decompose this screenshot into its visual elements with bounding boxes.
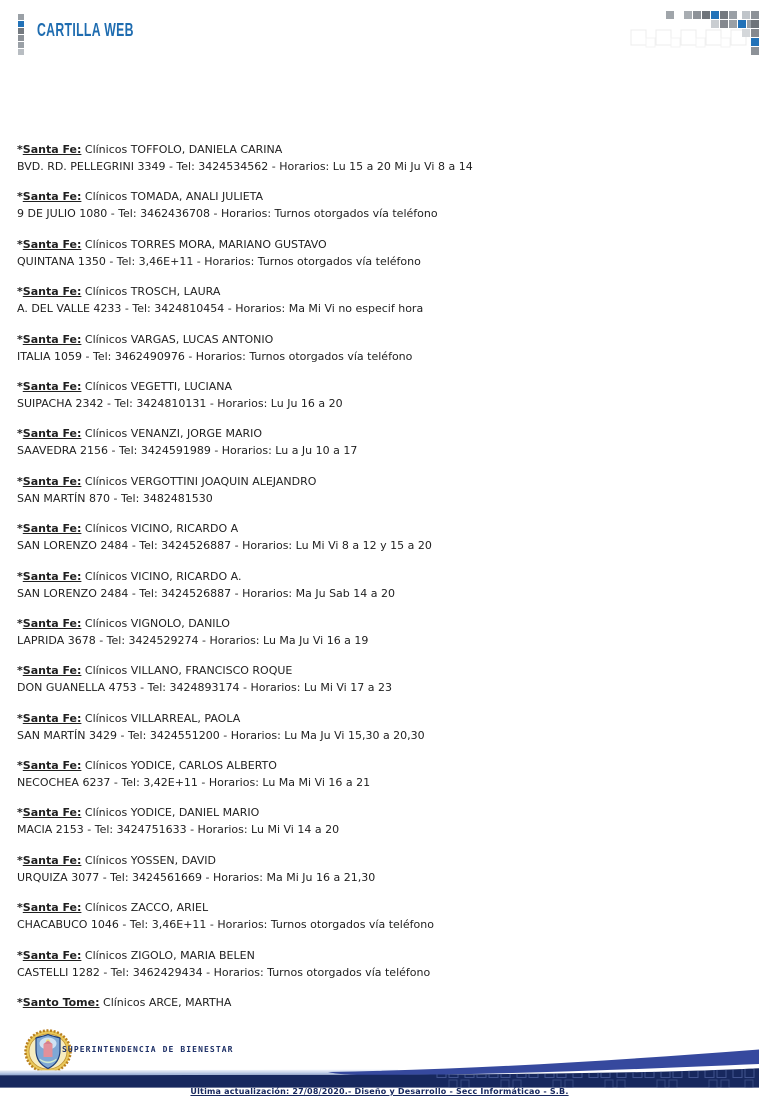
entry-city-label: Santa Fe: <box>22 474 82 488</box>
provider-heading <box>17 568 751 585</box>
entry-specialty-name: Clínicos YOSSEN, DAVID <box>81 853 216 867</box>
provider-detail: 9 DE JULIO 1080 - Tel: 3462436708 - Horarios: Turnos otorgados vía teléfono <box>17 207 438 221</box>
provider-heading <box>17 473 751 490</box>
provider-heading <box>17 141 751 158</box>
provider-heading <box>17 852 751 869</box>
entry-asterisk: * <box>17 379 23 393</box>
entry-specialty-name: Clínicos VERGOTTINI JOAQUIN ALEJANDRO <box>81 474 317 488</box>
provider-detail: SAN MARTÍN 870 - Tel: 3482481530 <box>17 491 213 505</box>
entry-asterisk: * <box>17 664 23 678</box>
entry-asterisk: * <box>17 806 23 820</box>
entry-specialty-name: Clínicos ZACCO, ARIEL <box>81 901 209 915</box>
provider-heading <box>17 899 751 916</box>
provider-heading <box>17 425 751 442</box>
entry-city-label: Santo Tome: <box>22 996 100 1010</box>
provider-detail: BVD. RD. PELLEGRINI 3349 - Tel: 3424534562 - Horarios: Lu 15 a 20 Mi Ju Vi 8 a 14 <box>17 160 473 173</box>
provider-entry <box>17 188 751 222</box>
provider-entry <box>17 947 751 981</box>
entry-specialty-name: Clínicos VARGAS, LUCAS ANTONIO <box>81 332 274 346</box>
provider-entry <box>17 141 751 175</box>
provider-entry <box>17 425 751 459</box>
entry-specialty-name: Clínicos TROSCH, LAURA <box>81 285 221 299</box>
provider-detail: LAPRIDA 3678 - Tel: 3424529274 - Horarios: Lu Ma Ju Vi 16 a 19 <box>17 633 369 647</box>
entry-specialty-name: Clínicos ARCE, MARTHA <box>99 996 232 1010</box>
entry-specialty-name: Clínicos VICINO, RICARDO A <box>81 522 239 536</box>
provider-entry <box>17 283 751 317</box>
entry-asterisk: * <box>17 853 23 867</box>
entry-asterisk: * <box>17 332 23 346</box>
entry-specialty-name: Clínicos VENANZI, JORGE MARIO <box>81 427 263 441</box>
footer-organization: SUPERINTENDENCIA DE BIENESTAR <box>62 1045 234 1054</box>
provider-heading <box>17 331 751 348</box>
provider-list <box>17 141 751 1024</box>
entry-asterisk: * <box>17 427 23 441</box>
provider-detail: NECOCHEA 6237 - Tel: 3,42E+11 - Horarios: Lu Ma Mi Vi 16 a 21 <box>17 776 371 790</box>
entry-asterisk: * <box>17 616 23 630</box>
provider-detail: ITALIA 1059 - Tel: 3462490976 - Horarios: Turnos otorgados vía teléfono <box>17 349 413 363</box>
provider-entry <box>17 804 751 838</box>
provider-detail: SUIPACHA 2342 - Tel: 3424810131 - Horarios: Lu Ju 16 a 20 <box>17 396 343 410</box>
provider-heading <box>17 947 751 964</box>
provider-detail: CASTELLI 1282 - Tel: 3462429434 - Horarios: Turnos otorgados vía teléfono <box>17 965 431 979</box>
entry-specialty-name: Clínicos VIGNOLO, DANILO <box>81 616 230 630</box>
entry-city-label: Santa Fe: <box>22 332 82 346</box>
provider-detail: MACIA 2153 - Tel: 3424751633 - Horarios: Lu Mi Vi 14 a 20 <box>17 823 340 837</box>
entry-city-label: Santa Fe: <box>22 143 82 156</box>
provider-entry <box>17 473 751 507</box>
entry-specialty-name: Clínicos YODICE, CARLOS ALBERTO <box>81 759 277 773</box>
provider-heading <box>17 994 751 1011</box>
entry-specialty-name: Clínicos VEGETTI, LUCIANA <box>81 379 232 393</box>
provider-heading <box>17 283 751 300</box>
provider-heading <box>17 236 751 253</box>
entry-specialty-name: Clínicos VICINO, RICARDO A. <box>81 569 242 583</box>
pixel-mosaic-decoration-icon <box>620 0 759 60</box>
entry-specialty-name: Clínicos VILLANO, FRANCISCO ROQUE <box>81 664 293 678</box>
entry-city-label: Santa Fe: <box>22 379 82 393</box>
provider-entry <box>17 520 751 554</box>
provider-entry <box>17 378 751 412</box>
entry-city-label: Santa Fe: <box>22 901 82 915</box>
provider-detail: SAN LORENZO 2484 - Tel: 3424526887 - Horarios: Ma Ju Sab 14 a 20 <box>17 586 396 600</box>
entry-asterisk: * <box>17 522 23 536</box>
provider-entry <box>17 710 751 744</box>
provider-heading <box>17 662 751 679</box>
provider-detail: CHACABUCO 1046 - Tel: 3,46E+11 - Horarios: Turnos otorgados vía teléfono <box>17 918 434 932</box>
provider-detail: A. DEL VALLE 4233 - Tel: 3424810454 - Horarios: Ma Mi Vi no especif hora <box>17 302 424 316</box>
provider-entry <box>17 899 751 933</box>
entry-city-label: Santa Fe: <box>22 664 82 678</box>
provider-heading <box>17 804 751 821</box>
provider-heading <box>17 757 751 774</box>
footer-swoosh-decoration <box>0 1040 759 1088</box>
entry-asterisk: * <box>17 948 23 962</box>
provider-heading <box>17 520 751 537</box>
entry-asterisk: * <box>17 569 23 583</box>
entry-specialty-name: Clínicos ZIGOLO, MARIA BELEN <box>81 948 255 962</box>
entry-asterisk: * <box>17 143 23 156</box>
entry-city-label: Santa Fe: <box>22 427 82 441</box>
provider-entry <box>17 662 751 696</box>
provider-heading <box>17 188 751 205</box>
provider-detail: SAN LORENZO 2484 - Tel: 3424526887 - Horarios: Lu Mi Vi 8 a 12 y 15 a 20 <box>17 539 432 553</box>
provider-detail: DON GUANELLA 4753 - Tel: 3424893174 - Horarios: Lu Mi Vi 17 a 23 <box>17 681 392 695</box>
entry-city-label: Santa Fe: <box>22 711 82 725</box>
provider-detail: SAAVEDRA 2156 - Tel: 3424591989 - Horarios: Lu a Ju 10 a 17 <box>17 444 358 458</box>
provider-heading <box>17 710 751 727</box>
entry-asterisk: * <box>17 711 23 725</box>
entry-city-label: Santa Fe: <box>22 806 82 820</box>
entry-asterisk: * <box>17 285 23 299</box>
entry-city-label: Santa Fe: <box>22 948 82 962</box>
entry-city-label: Santa Fe: <box>22 190 82 204</box>
entry-city-label: Santa Fe: <box>22 759 82 773</box>
entry-city-label: Santa Fe: <box>22 616 82 630</box>
provider-entry <box>17 236 751 270</box>
entry-asterisk: * <box>17 474 23 488</box>
provider-entry <box>17 757 751 791</box>
provider-entry <box>17 568 751 602</box>
provider-detail: QUINTANA 1350 - Tel: 3,46E+11 - Horarios: Turnos otorgados vía teléfono <box>17 254 421 268</box>
entry-specialty-name: Clínicos YODICE, DANIEL MARIO <box>81 806 260 820</box>
entry-specialty-name: Clínicos TORRES MORA, MARIANO GUSTAVO <box>81 237 327 251</box>
entry-specialty-name: Clínicos VILLARREAL, PAOLA <box>81 711 241 725</box>
entry-asterisk: * <box>17 901 23 915</box>
entry-city-label: Santa Fe: <box>22 285 82 299</box>
entry-specialty-name: Clínicos TOFFOLO, DANIELA CARINA <box>81 143 283 156</box>
entry-city-label: Santa Fe: <box>22 569 82 583</box>
provider-heading <box>17 378 751 395</box>
provider-detail: SAN MARTÍN 3429 - Tel: 3424551200 - Horarios: Lu Ma Ju Vi 15,30 a 20,30 <box>17 728 425 742</box>
entry-city-label: Santa Fe: <box>22 522 82 536</box>
cartilla-logo-squares-icon <box>18 14 24 56</box>
provider-detail: URQUIZA 3077 - Tel: 3424561669 - Horarios: Ma Mi Ju 16 a 21,30 <box>17 870 376 884</box>
provider-entry <box>17 331 751 365</box>
provider-entry <box>17 615 751 649</box>
last-update-line: Última actualización: 27/08/2020.- Diseño y Desarrollo - Secc Informáticao - S.B. <box>190 1087 569 1096</box>
entry-city-label: Santa Fe: <box>22 237 82 251</box>
page-title: CARTILLA WEB <box>37 20 134 40</box>
entry-asterisk: * <box>17 237 23 251</box>
entry-specialty-name: Clínicos TOMADA, ANALI JULIETA <box>81 190 264 204</box>
provider-entry <box>17 852 751 886</box>
entry-asterisk: * <box>17 190 23 204</box>
provider-heading <box>17 615 751 632</box>
provider-entry <box>17 994 751 1011</box>
entry-asterisk: * <box>17 759 23 773</box>
entry-city-label: Santa Fe: <box>22 853 82 867</box>
entry-asterisk: * <box>17 996 23 1010</box>
